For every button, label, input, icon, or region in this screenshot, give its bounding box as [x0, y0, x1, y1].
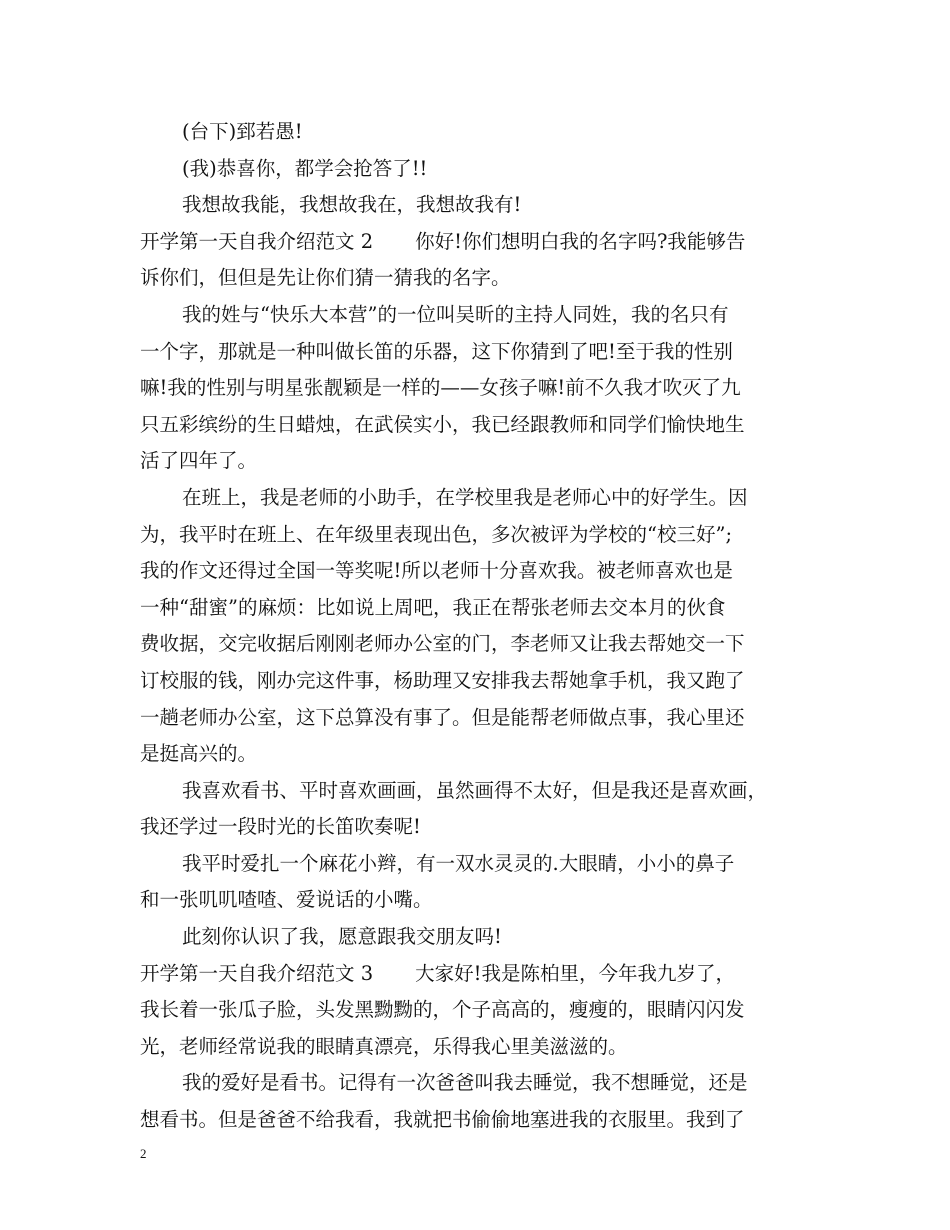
line-text: 我平时爱扎一个麻花小辫，有一双水灵灵的.大眼睛，小小的鼻子 — [182, 851, 735, 875]
line-text: 和一张叽叽喳喳、爱说话的小嘴。 — [140, 888, 433, 912]
text-line — [140, 700, 812, 737]
text-line — [140, 370, 812, 407]
text-line — [140, 1065, 812, 1102]
text-line — [140, 407, 812, 444]
line-text: 我想故我能，我想故我在，我想故我有! — [182, 193, 522, 217]
line-text: 此刻你认识了我，愿意跟我交朋友吗! — [182, 925, 502, 949]
line-text: 一个字，那就是一种叫做长笛的乐器，这下你猜到了吧!至于我的性别 — [140, 339, 733, 363]
line-text: 我喜欢看书、平时喜欢画画，虽然画得不太好，但是我还是喜欢画， — [182, 778, 768, 802]
document-body — [140, 114, 812, 1139]
text-line — [140, 736, 812, 773]
line-text: 为，我平时在班上、在年级里表现出色，多次被评为学校的“校三好”; — [140, 522, 733, 546]
text-line — [140, 992, 812, 1029]
line-text: 我的姓与“快乐大本营”的一位叫吴昕的主持人同姓，我的名只有 — [182, 302, 729, 326]
text-line — [140, 334, 812, 371]
text-line — [140, 882, 812, 919]
text-line — [140, 151, 812, 188]
line-text: 在班上，我是老师的小助手，在学校里我是老师心中的好学生。因 — [182, 485, 748, 509]
section-heading-line — [140, 224, 812, 261]
section-heading: 开学第一天自我介绍范文 2 — [140, 229, 374, 253]
line-text: 光，老师经常说我的眼睛真漂亮，乐得我心里美滋滋的。 — [140, 1034, 628, 1058]
line-text: 活了四年了。 — [140, 449, 258, 473]
line-text: 是挺高兴的。 — [140, 742, 258, 766]
text-line — [140, 809, 812, 846]
line-text: (我)恭喜你，都学会抢答了!! — [182, 156, 428, 180]
text-line — [140, 480, 812, 517]
text-line — [140, 1102, 812, 1139]
text-line — [140, 297, 812, 334]
line-text: 费收据，交完收据后刚刚老师办公室的门，李老师又让我去帮她交一下 — [140, 632, 745, 656]
text-line — [140, 517, 812, 554]
text-line — [140, 846, 812, 883]
text-line — [140, 260, 812, 297]
text-line — [140, 626, 812, 663]
text-line — [140, 590, 812, 627]
line-text: 订校服的钱，刚办完这件事，杨助理又安排我去帮她拿手机，我又跑了 — [140, 668, 745, 692]
line-text: 我的爱好是看书。记得有一次爸爸叫我去睡觉，我不想睡觉，还是 — [182, 1071, 748, 1095]
text-line — [140, 114, 812, 151]
text-line — [140, 187, 812, 224]
line-text: 一趟老师办公室，这下总算没有事了。但是能帮老师做点事，我心里还 — [140, 705, 745, 729]
text-line — [140, 553, 812, 590]
line-text: 你好!你们想明白我的名字吗?我能够告 — [415, 229, 746, 253]
section-heading: 开学第一天自我介绍范文 3 — [140, 961, 374, 985]
section-heading-line — [140, 956, 812, 993]
line-text: 大家好!我是陈柏里，今年我九岁了， — [415, 961, 735, 985]
text-line — [140, 443, 812, 480]
text-line — [140, 919, 812, 956]
line-text: 我还学过一段时光的长笛吹奏呢! — [140, 815, 421, 839]
text-line — [140, 1029, 812, 1066]
page-number: 2 — [140, 1146, 147, 1161]
line-text: 我的作文还得过全国一等奖呢!所以老师十分喜欢我。被老师喜欢也是 — [140, 559, 733, 583]
line-text: 嘛!我的性别与明星张靓颖是一样的——女孩子嘛!前不久我才吹灭了九 — [140, 376, 741, 400]
text-line — [140, 773, 812, 810]
line-text: 诉你们，但但是先让你们猜一猜我的名字。 — [140, 266, 511, 290]
line-text: 只五彩缤纷的生日蜡烛，在武侯实小，我已经跟教师和同学们愉快地生 — [140, 412, 745, 436]
text-line — [140, 663, 812, 700]
line-text: 一种“甜蜜”的麻烦：比如说上周吧，我正在帮张老师去交本月的伙食 — [140, 595, 726, 619]
line-text: (台下)郅若愚! — [182, 120, 303, 143]
line-text: 想看书。但是爸爸不给我看，我就把书偷偷地塞进我的衣服里。我到了 — [140, 1108, 745, 1132]
line-text: 我长着一张瓜子脸，头发黑黝黝的，个子高高的，瘦瘦的，眼睛闪闪发 — [140, 998, 745, 1022]
